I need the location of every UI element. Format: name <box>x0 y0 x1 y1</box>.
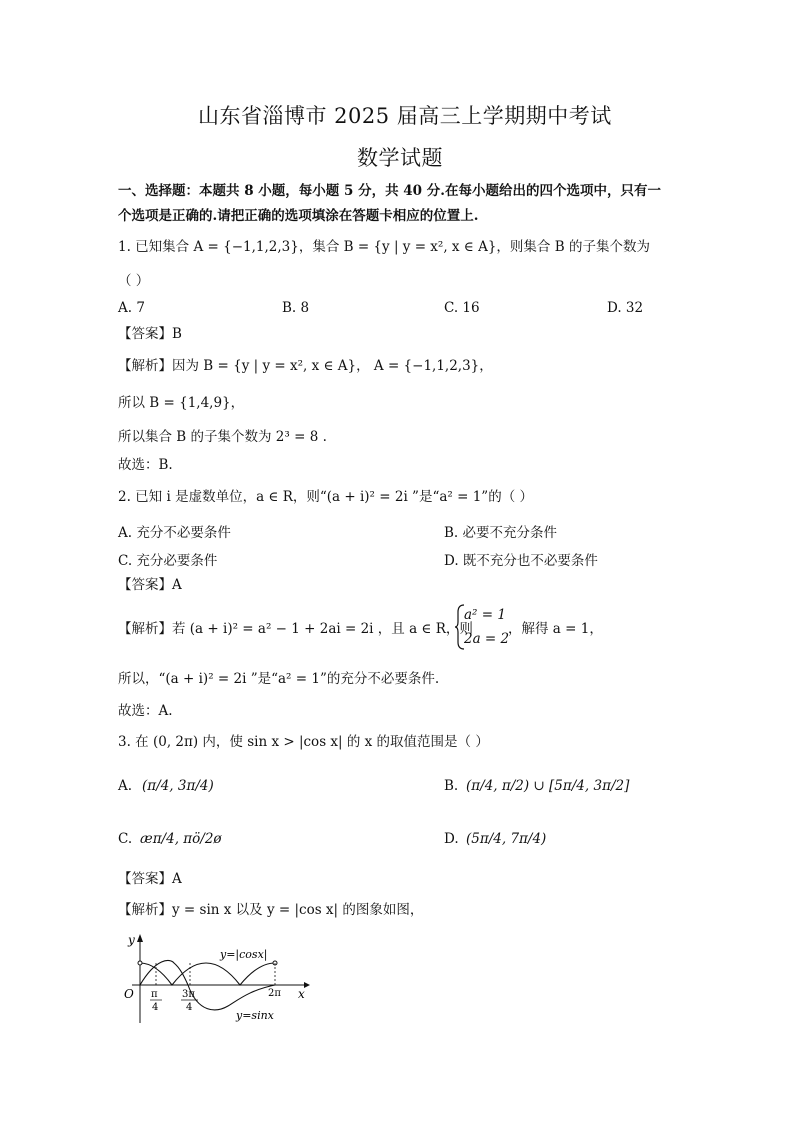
q3-option-a: (π/4, 3π/4) <box>142 778 214 794</box>
q2-explain-2: 所以，“(a + i)² = 2i ”是“a² = 1”的充分不必要条件. <box>118 671 440 687</box>
graph-sin-label: y=sinx <box>236 1009 274 1022</box>
graph-tick1-den: 4 <box>152 1002 159 1013</box>
graph-x-arrow <box>304 982 310 988</box>
q3-explain-1: 【解析】y = sin x 以及 y = |cos x| 的图象如图， <box>118 902 424 918</box>
q2-option-a: A. 充分不必要条件 <box>118 525 231 541</box>
graph-tick1-num: π <box>151 989 158 1000</box>
section-header-line2: 个选项是正确的.请把正确的选项填涂在答题卡相应的位置上. <box>118 208 479 224</box>
q2-answer: 【答案】A <box>118 577 182 593</box>
q1-explain-2: 所以 B = {1,4,9}， <box>118 395 245 411</box>
graph-tick3: 2π <box>268 988 281 999</box>
graph-origin-label: O <box>124 987 134 1001</box>
q1-answer: 【答案】B <box>118 326 182 342</box>
q1-paren: （ ） <box>118 273 150 289</box>
graph-abs-cos-label: y=|cosx| <box>220 948 268 961</box>
q2-system-eq2: 2a = 2 <box>464 631 510 647</box>
page-title: 山东省淄博市 2025 届高三上学期期中考试 <box>198 104 612 128</box>
q1-explain-1: 【解析】因为 B = {y | y = x², x ∈ A}， A = {−1,1,2,3}， <box>118 358 493 374</box>
q3-option-b: (π/4, π/2) ∪ [5π/4, 3π/2] <box>466 778 630 794</box>
q2-option-c: C. 充分必要条件 <box>118 553 218 569</box>
q3-option-c: æπ/4, πö/2ø <box>140 831 222 847</box>
q3-option-d-label: D. <box>444 831 459 847</box>
section-header-line1: 一、选择题：本题共 8 小题，每小题 5 分，共 40 分.在每小题给出的四个选项中，只有一 <box>118 183 661 199</box>
q2-explain-3: 故选：A. <box>118 703 173 719</box>
graph-tick2-den: 4 <box>186 1002 193 1013</box>
q3-answer: 【答案】A <box>118 871 182 887</box>
q2-stem: 2. 已知 i 是虚数单位，a ∈ R，则“(a + i)² = 2i ”是“a² = 1”的（ ） <box>118 489 533 505</box>
q1-option-c: C. 16 <box>444 300 480 316</box>
q3-stem: 3. 在 (0, 2π) 内，使 sin x > |cos x| 的 x 的取值范围是（ ） <box>118 734 489 750</box>
graph-tick2-num: 3π <box>182 989 195 1000</box>
q3-option-b-label: B. <box>444 778 459 794</box>
q3-option-d: (5π/4, 7π/4) <box>466 831 547 847</box>
graph-y-label: y <box>128 933 135 947</box>
graph-x-label: x <box>298 987 305 1001</box>
q2-system-eq1: a² = 1 <box>464 607 506 623</box>
q2-option-d: D. 既不充分也不必要条件 <box>444 553 598 569</box>
q1-option-b: B. 8 <box>282 300 310 316</box>
page-subtitle: 数学试题 <box>357 146 443 170</box>
q2-explain-1b: ，解得 a = 1， <box>508 621 603 637</box>
graph-y-arrow <box>137 934 143 942</box>
q3-option-c-label: C. <box>118 831 133 847</box>
q1-explain-4: 故选：B. <box>118 457 173 473</box>
graph-point-start <box>138 961 142 965</box>
trig-graph <box>118 928 318 1028</box>
q1-explain-3: 所以集合 B 的子集个数为 2³ = 8 . <box>118 429 327 445</box>
q1-stem: 1. 已知集合 A = {−1,1,2,3}，集合 B = {y | y = x², x ∈ A}，则集合 B 的子集个数为 <box>118 239 650 255</box>
q1-option-a: A. 7 <box>118 300 145 316</box>
q1-option-d: D. 32 <box>607 300 644 316</box>
q2-option-b: B. 必要不充分条件 <box>444 525 558 541</box>
q3-option-a-label: A. <box>118 778 133 794</box>
graph-abs-cos-curve <box>140 963 275 985</box>
q2-explain-1: 【解析】若 (a + i)² = a² − 1 + 2ai = 2i ，且 a ∈ R，则 <box>118 621 473 637</box>
